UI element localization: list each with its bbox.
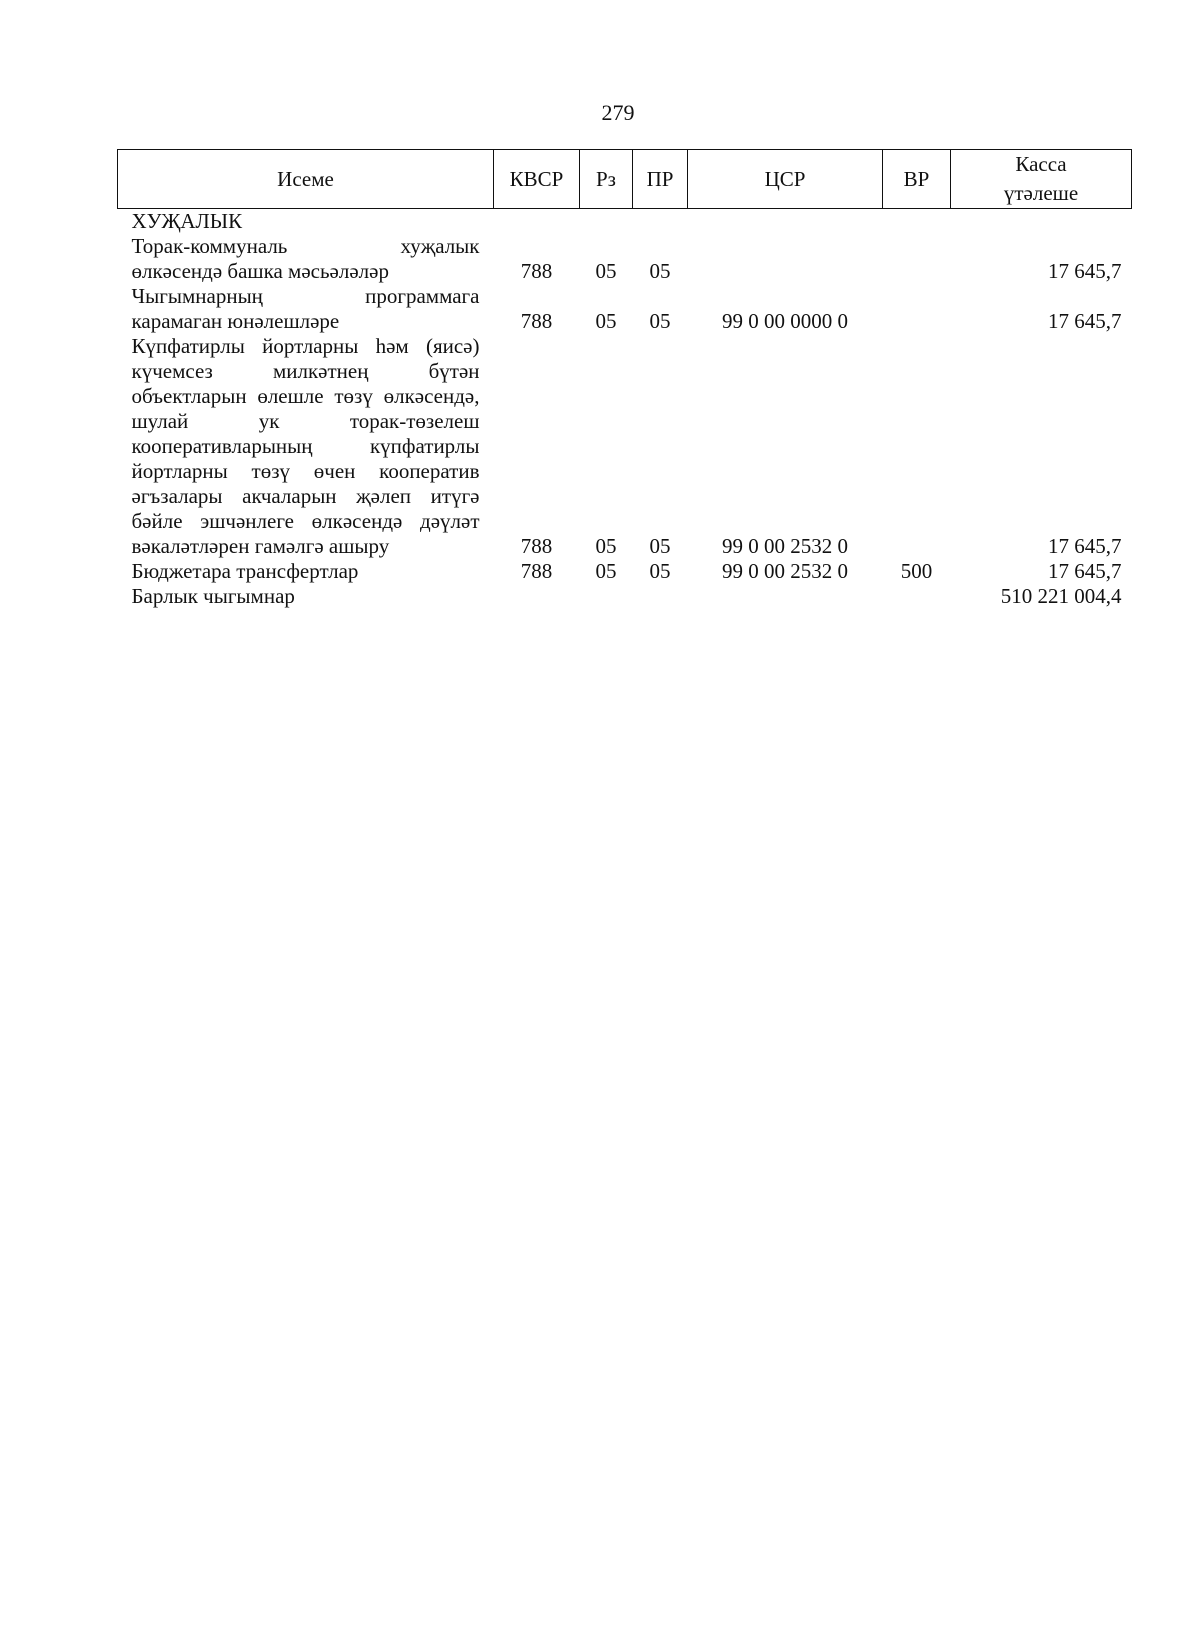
header-kassa xyxy=(951,150,1132,209)
row-vr xyxy=(883,284,951,334)
header-name: Исеме xyxy=(118,150,494,209)
page-number: 279 xyxy=(601,100,635,125)
row-kvsr: 788 xyxy=(520,259,553,283)
row-rz: 05 xyxy=(595,309,617,333)
row-csr xyxy=(688,234,883,284)
row-kvsr: 788 xyxy=(520,309,553,333)
row-csr: 99 0 00 2532 0 xyxy=(722,559,848,583)
row-kvsr: 788 xyxy=(520,559,553,583)
row-vr: 500 xyxy=(900,559,933,583)
table-row xyxy=(118,334,1132,559)
row-rz: 05 xyxy=(595,259,617,283)
table-row xyxy=(118,234,1132,284)
row-name xyxy=(118,284,494,334)
row-amount: 17 645,7 xyxy=(1048,309,1122,333)
row-pr: 05 xyxy=(649,534,671,558)
row-name-line1: Чыгымнарның программага xyxy=(131,284,480,308)
row-csr: 99 0 00 0000 0 xyxy=(722,309,848,333)
table-body xyxy=(118,209,1132,610)
total-amount: 510 221 004,4 xyxy=(1000,584,1122,608)
row-pr: 05 xyxy=(649,259,671,283)
section-title: ХУҖАЛЫК xyxy=(131,209,243,233)
table-row xyxy=(118,559,1132,584)
header-kvsr: КВСР xyxy=(494,150,580,209)
header-csr: ЦСР xyxy=(688,150,883,209)
row-rz: 05 xyxy=(595,534,617,558)
section-row xyxy=(118,209,1132,235)
row-amount: 17 645,7 xyxy=(1048,259,1122,283)
header-vr: ВР xyxy=(883,150,951,209)
row-vr xyxy=(883,234,951,284)
header-kassa-line1: Касса xyxy=(1015,152,1067,176)
row-name-line2: карамаган юнәлешләре xyxy=(131,309,340,333)
header-kassa-line2: үтәлеше xyxy=(1003,181,1079,205)
row-name xyxy=(118,234,494,284)
total-row xyxy=(118,584,1132,609)
header-pr: ПР xyxy=(633,150,688,209)
row-amount: 17 645,7 xyxy=(1048,534,1122,558)
table-row xyxy=(118,284,1132,334)
row-pr: 05 xyxy=(649,559,671,583)
expenditure-table xyxy=(117,149,1132,609)
header-rz: Рз xyxy=(580,150,633,209)
row-name: Бюджетара трансфертлар xyxy=(131,559,359,583)
row-name-line2: өлкәсендә башка мәсьәләләр xyxy=(131,259,389,283)
row-vr xyxy=(883,334,951,559)
row-amount: 17 645,7 xyxy=(1048,559,1122,583)
row-name-line1: Торак-коммуналь хуҗалык xyxy=(131,234,480,258)
row-csr: 99 0 00 2532 0 xyxy=(722,534,848,558)
row-pr: 05 xyxy=(649,309,671,333)
row-rz: 05 xyxy=(595,559,617,583)
row-name: Күпфатирлы йортларны һәм (яисә) күчемсез милкәтнең бүтән объектларын өлешле төзү өлкәсендә, шулай ук торак-төзелеш кооперативларының күпфатирлы йортларны төзү өчен кооператив әгъзалары акчаларын җәлеп итүгә бәйле эшчәнлеге өлкәсендә дәүләт вәкаләтләрен гамәлгә ашыру xyxy=(131,334,480,558)
table-header xyxy=(118,150,1132,209)
row-kvsr: 788 xyxy=(520,534,553,558)
total-name: Барлык чыгымнар xyxy=(131,584,295,608)
